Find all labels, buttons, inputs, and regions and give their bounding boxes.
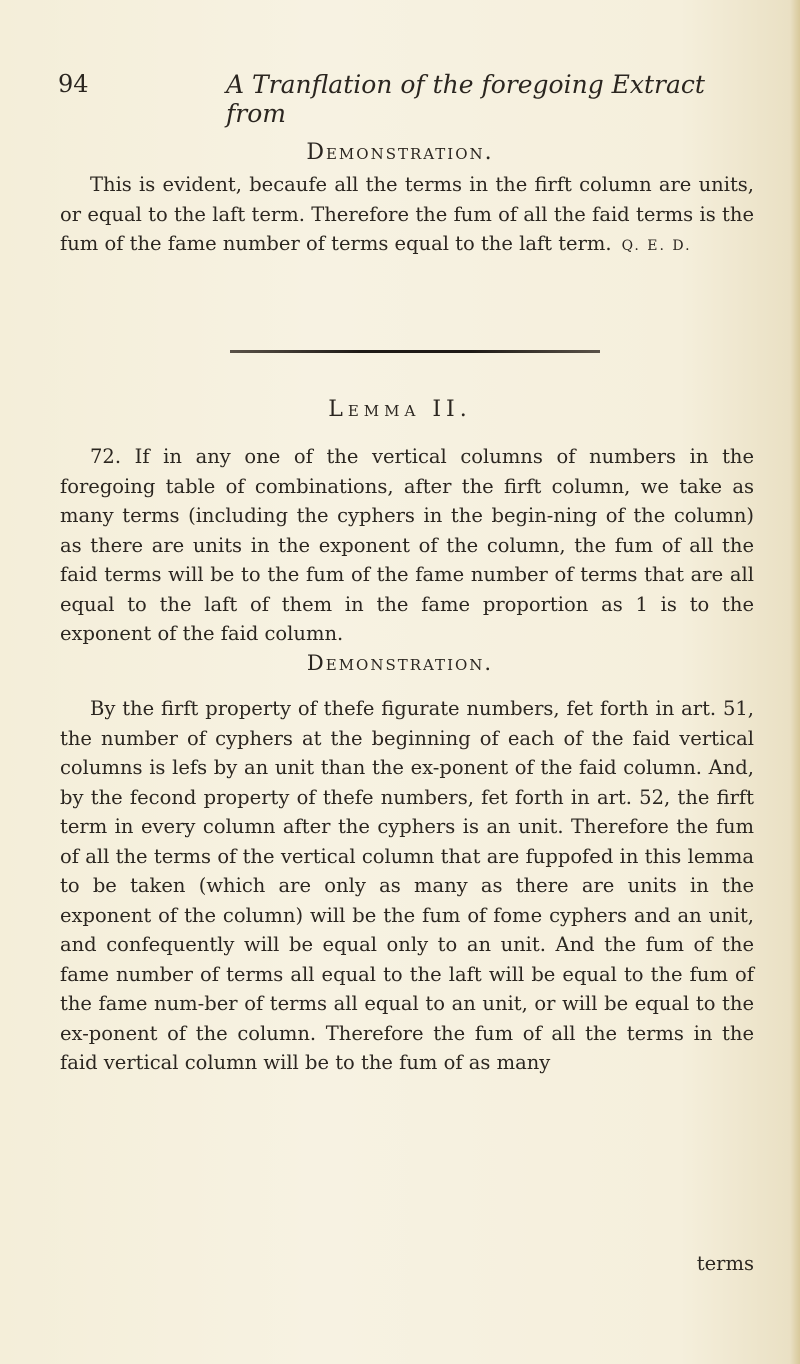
qed-mark: Q. E. D.	[621, 238, 692, 254]
section-divider	[230, 350, 600, 353]
demonstration-text: This is evident, becaufe all the terms in the firft column are units, or equal to the laft term. Therefore the fum of all the faid terms is the fum of the fame number of terms equal to the laft term.	[60, 173, 754, 255]
catchword: terms	[696, 1252, 754, 1275]
lemma-heading: Lemma II.	[328, 397, 472, 422]
demonstration-paragraph-2: By the firft property of thefe figurate numbers, fet forth in art. 51, the number of cyphers at the beginning of each of the faid vertical columns is lefs by an unit than the ex-ponent of the faid column. And, by the fecond property of thefe numbers, fet forth in art. 52, the firft term in every column after the cyphers is an unit. Therefore the fum of all the terms of the vertical column that are fuppofed in this lemma to be taken (which are only as many as there are units in the exponent of the column) will be the fum of fome cyphers and an unit, and confequently will be equal only to an unit. And the fum of the fame number of terms all equal to the laft will be equal to the fum of the fame num-ber of terms all equal to an unit, or will be equal to the ex-ponent of the column. Therefore the fum of all the terms in the faid vertical column will be to the fum of as many	[60, 697, 754, 1074]
running-title: A Tranflation of the foregoing Extract from	[226, 70, 705, 128]
lemma-paragraph: 72. If in any one of the vertical columns of numbers in the foregoing table of combinations, after the firft column, we take as many terms (including the cyphers in the begin-ning of the column) as there are units in the exponent of the column, the fum of all the faid terms will be to the fum of the fame number of terms that are all equal to the laft of them in the fame proportion as 1 is to the exponent of the faid column.	[60, 445, 754, 645]
demonstration-heading: Demonstration.	[306, 140, 494, 165]
demonstration-paragraph	[60, 170, 754, 262]
page-edge	[790, 0, 800, 1364]
page-number: 94	[58, 70, 89, 98]
page-header	[58, 70, 758, 128]
demonstration-heading-2: Demonstration.	[306, 651, 494, 675]
